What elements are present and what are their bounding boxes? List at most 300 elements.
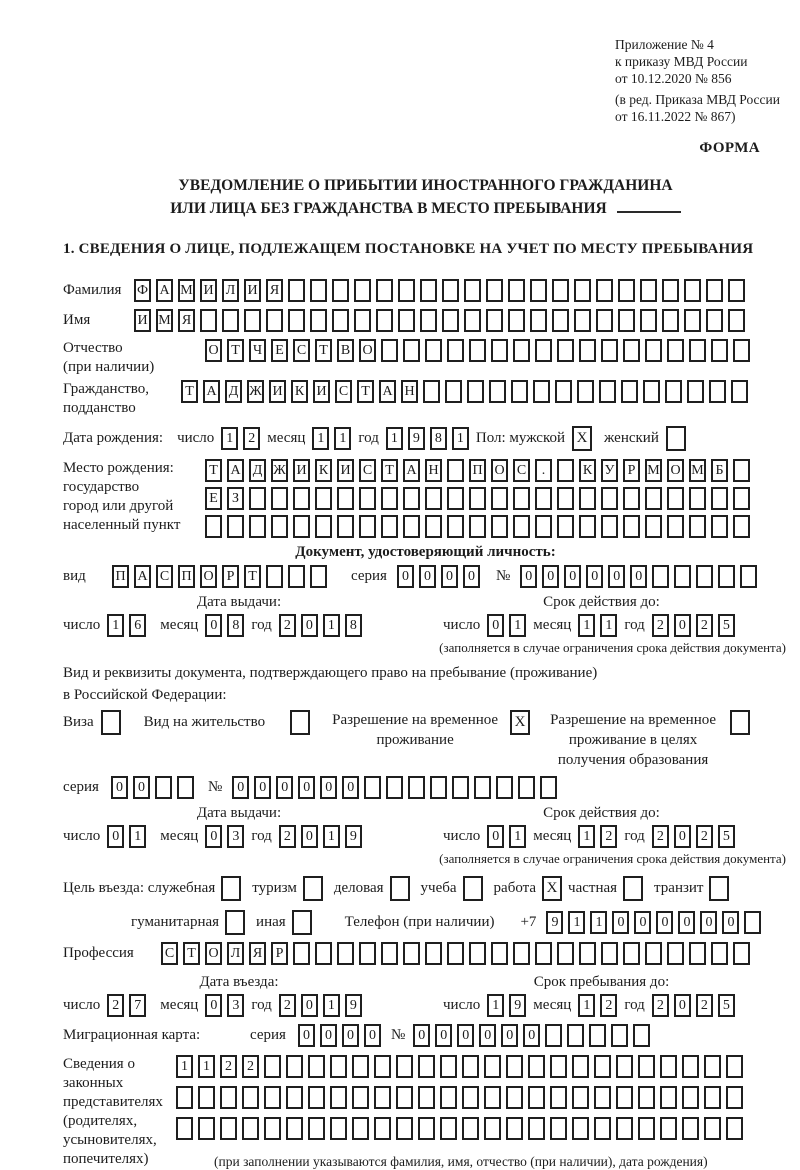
char-box[interactable]: Ф [134,279,151,302]
char-box[interactable] [408,776,425,799]
char-box[interactable]: А [156,279,173,302]
char-box[interactable]: О [205,942,222,965]
char-box[interactable]: Т [183,942,200,965]
char-box[interactable] [308,1117,325,1140]
char-box[interactable]: Р [222,565,239,588]
char-box[interactable]: 2 [107,994,124,1017]
char-box[interactable] [704,1117,721,1140]
char-box[interactable]: 1 [323,994,340,1017]
char-box[interactable] [550,1117,567,1140]
purpose-study-checkbox[interactable] [463,876,483,901]
char-box[interactable] [359,515,376,538]
char-box[interactable] [308,1055,325,1078]
char-box[interactable] [528,1117,545,1140]
char-box[interactable] [222,309,239,332]
char-box[interactable] [332,279,349,302]
purpose-service-checkbox[interactable] [221,876,241,901]
purpose-work-checkbox[interactable]: X [542,876,562,901]
char-box[interactable] [660,1117,677,1140]
char-box[interactable] [200,309,217,332]
char-box[interactable] [667,487,684,510]
char-box[interactable]: 9 [546,911,563,934]
char-box[interactable]: 2 [600,825,617,848]
char-box[interactable] [242,1086,259,1109]
char-box[interactable] [220,1117,237,1140]
char-box[interactable] [684,309,701,332]
char-box[interactable] [447,459,464,482]
char-box[interactable] [425,515,442,538]
char-box[interactable]: О [205,339,222,362]
char-box[interactable]: 2 [600,994,617,1017]
char-box[interactable] [726,1055,743,1078]
char-box[interactable] [381,487,398,510]
char-box[interactable]: 0 [254,776,271,799]
char-box[interactable] [447,487,464,510]
char-box[interactable] [308,1086,325,1109]
char-box[interactable]: Ч [249,339,266,362]
char-box[interactable] [557,487,574,510]
char-box[interactable]: Ж [247,380,264,403]
char-box[interactable]: 8 [430,427,447,450]
char-box[interactable] [447,339,464,362]
char-box[interactable] [337,487,354,510]
char-box[interactable]: А [203,380,220,403]
char-box[interactable] [337,515,354,538]
char-box[interactable]: 5 [718,825,735,848]
char-box[interactable] [555,380,572,403]
char-box[interactable]: 0 [630,565,647,588]
char-box[interactable]: 0 [542,565,559,588]
char-box[interactable] [550,1086,567,1109]
char-box[interactable] [530,279,547,302]
char-box[interactable]: 5 [718,614,735,637]
char-box[interactable] [682,1117,699,1140]
char-box[interactable] [396,1086,413,1109]
char-box[interactable]: 0 [342,1024,359,1047]
char-box[interactable]: 0 [487,825,504,848]
char-box[interactable]: 0 [457,1024,474,1047]
char-box[interactable] [271,487,288,510]
char-box[interactable] [489,380,506,403]
char-box[interactable] [682,1086,699,1109]
char-box[interactable] [557,459,574,482]
char-box[interactable]: 8 [227,614,244,637]
char-box[interactable]: А [379,380,396,403]
char-box[interactable]: 1 [129,825,146,848]
char-box[interactable]: Я [249,942,266,965]
char-box[interactable] [706,309,723,332]
char-box[interactable] [508,279,525,302]
char-box[interactable]: Д [225,380,242,403]
char-box[interactable] [511,380,528,403]
char-box[interactable] [545,1024,562,1047]
char-box[interactable]: 2 [279,994,296,1017]
char-box[interactable] [611,1024,628,1047]
char-box[interactable] [733,459,750,482]
char-box[interactable] [359,942,376,965]
char-box[interactable]: 1 [568,911,585,934]
char-box[interactable] [398,279,415,302]
char-box[interactable]: П [178,565,195,588]
char-box[interactable]: П [469,459,486,482]
char-box[interactable]: 0 [520,565,537,588]
char-box[interactable] [374,1055,391,1078]
char-box[interactable] [469,339,486,362]
char-box[interactable] [293,942,310,965]
char-box[interactable]: О [359,339,376,362]
char-box[interactable]: 2 [652,825,669,848]
char-box[interactable]: 2 [696,825,713,848]
char-box[interactable] [198,1117,215,1140]
char-box[interactable] [354,279,371,302]
char-box[interactable]: Р [271,942,288,965]
purpose-private-checkbox[interactable] [623,876,643,901]
char-box[interactable] [689,487,706,510]
char-box[interactable] [594,1055,611,1078]
char-box[interactable] [667,515,684,538]
char-box[interactable] [616,1117,633,1140]
char-box[interactable]: 0 [700,911,717,934]
char-box[interactable] [352,1117,369,1140]
char-box[interactable] [418,1055,435,1078]
char-box[interactable]: С [156,565,173,588]
char-box[interactable]: С [293,339,310,362]
char-box[interactable] [731,380,748,403]
char-box[interactable] [249,515,266,538]
char-box[interactable] [486,309,503,332]
char-box[interactable] [469,487,486,510]
char-box[interactable] [484,1117,501,1140]
char-box[interactable] [589,1024,606,1047]
char-box[interactable]: Т [181,380,198,403]
char-box[interactable] [552,309,569,332]
char-box[interactable]: 0 [298,776,315,799]
char-box[interactable] [633,1024,650,1047]
char-box[interactable]: 0 [413,1024,430,1047]
char-box[interactable]: Ж [271,459,288,482]
char-box[interactable] [445,380,462,403]
char-box[interactable] [464,309,481,332]
char-box[interactable] [540,776,557,799]
char-box[interactable] [310,309,327,332]
char-box[interactable] [264,1055,281,1078]
char-box[interactable] [665,380,682,403]
char-box[interactable]: 0 [232,776,249,799]
char-box[interactable]: 1 [578,614,595,637]
char-box[interactable]: Т [227,339,244,362]
char-box[interactable] [381,515,398,538]
char-box[interactable] [733,942,750,965]
char-box[interactable]: Д [249,459,266,482]
char-box[interactable]: 5 [718,994,735,1017]
char-box[interactable]: 0 [419,565,436,588]
char-box[interactable] [638,1117,655,1140]
char-box[interactable] [618,279,635,302]
char-box[interactable] [491,515,508,538]
char-box[interactable]: Т [244,565,261,588]
char-box[interactable]: Л [227,942,244,965]
char-box[interactable] [528,1055,545,1078]
char-box[interactable] [288,309,305,332]
char-box[interactable] [513,487,530,510]
char-box[interactable]: Р [623,459,640,482]
char-box[interactable]: К [291,380,308,403]
char-box[interactable] [398,309,415,332]
char-box[interactable] [440,1055,457,1078]
char-box[interactable]: Б [711,459,728,482]
char-box[interactable]: Т [357,380,374,403]
char-box[interactable] [442,279,459,302]
char-box[interactable] [155,776,172,799]
char-box[interactable] [684,279,701,302]
char-box[interactable]: 0 [435,1024,452,1047]
char-box[interactable]: П [112,565,129,588]
char-box[interactable] [359,487,376,510]
char-box[interactable] [462,1086,479,1109]
char-box[interactable] [572,1055,589,1078]
char-box[interactable] [244,309,261,332]
char-box[interactable]: Н [425,459,442,482]
char-box[interactable] [418,1086,435,1109]
char-box[interactable] [452,776,469,799]
char-box[interactable] [486,279,503,302]
char-box[interactable] [535,942,552,965]
char-box[interactable]: И [293,459,310,482]
char-box[interactable]: И [244,279,261,302]
char-box[interactable] [330,1117,347,1140]
char-box[interactable] [594,1117,611,1140]
char-box[interactable] [601,339,618,362]
char-box[interactable]: А [227,459,244,482]
char-box[interactable]: 0 [487,614,504,637]
char-box[interactable]: И [134,309,151,332]
char-box[interactable] [645,487,662,510]
char-box[interactable] [623,942,640,965]
char-box[interactable]: 0 [674,614,691,637]
char-box[interactable]: Т [205,459,222,482]
char-box[interactable]: 0 [441,565,458,588]
char-box[interactable]: М [156,309,173,332]
char-box[interactable]: М [689,459,706,482]
char-box[interactable]: 0 [133,776,150,799]
char-box[interactable] [711,487,728,510]
char-box[interactable]: 2 [279,825,296,848]
char-box[interactable] [567,1024,584,1047]
char-box[interactable]: 2 [220,1055,237,1078]
char-box[interactable]: В [337,339,354,362]
char-box[interactable] [667,942,684,965]
char-box[interactable] [616,1086,633,1109]
char-box[interactable]: 0 [205,614,222,637]
char-box[interactable]: 9 [408,427,425,450]
char-box[interactable] [577,380,594,403]
char-box[interactable] [513,339,530,362]
char-box[interactable]: О [491,459,508,482]
char-box[interactable]: 3 [227,825,244,848]
char-box[interactable] [704,1086,721,1109]
char-box[interactable]: 0 [678,911,695,934]
char-box[interactable]: А [134,565,151,588]
char-box[interactable] [594,1086,611,1109]
char-box[interactable]: 1 [590,911,607,934]
char-box[interactable]: 0 [107,825,124,848]
char-box[interactable] [728,279,745,302]
char-box[interactable] [599,380,616,403]
char-box[interactable] [506,1055,523,1078]
char-box[interactable] [535,515,552,538]
char-box[interactable] [579,339,596,362]
char-box[interactable] [286,1055,303,1078]
char-box[interactable] [518,776,535,799]
char-box[interactable] [381,339,398,362]
char-box[interactable]: М [178,279,195,302]
char-box[interactable] [557,339,574,362]
char-box[interactable] [572,1086,589,1109]
char-box[interactable] [530,309,547,332]
char-box[interactable] [733,339,750,362]
char-box[interactable] [464,279,481,302]
char-box[interactable] [726,1117,743,1140]
char-box[interactable] [596,309,613,332]
char-box[interactable] [376,309,393,332]
char-box[interactable]: Я [266,279,283,302]
char-box[interactable] [689,515,706,538]
char-box[interactable] [674,565,691,588]
char-box[interactable]: 0 [586,565,603,588]
char-box[interactable] [315,942,332,965]
char-box[interactable] [430,776,447,799]
char-box[interactable]: 0 [523,1024,540,1047]
char-box[interactable]: 1 [578,994,595,1017]
char-box[interactable]: 1 [509,614,526,637]
char-box[interactable]: 0 [501,1024,518,1047]
char-box[interactable]: И [200,279,217,302]
residence-permit-checkbox[interactable] [290,710,310,735]
char-box[interactable]: 0 [612,911,629,934]
char-box[interactable]: 2 [652,994,669,1017]
char-box[interactable] [293,487,310,510]
char-box[interactable]: 0 [301,994,318,1017]
char-box[interactable] [645,515,662,538]
temp-permit-edu-checkbox[interactable] [730,710,750,735]
char-box[interactable] [704,1055,721,1078]
char-box[interactable]: М [645,459,662,482]
char-box[interactable] [484,1086,501,1109]
char-box[interactable] [352,1055,369,1078]
char-box[interactable] [420,279,437,302]
char-box[interactable]: 1 [323,614,340,637]
char-box[interactable] [579,515,596,538]
char-box[interactable]: Е [205,487,222,510]
char-box[interactable] [740,565,757,588]
char-box[interactable]: 0 [205,825,222,848]
char-box[interactable] [176,1086,193,1109]
char-box[interactable] [440,1086,457,1109]
char-box[interactable] [728,309,745,332]
char-box[interactable]: О [200,565,217,588]
char-box[interactable] [552,279,569,302]
char-box[interactable] [709,380,726,403]
char-box[interactable] [474,776,491,799]
char-box[interactable]: 0 [276,776,293,799]
char-box[interactable] [726,1086,743,1109]
char-box[interactable] [469,515,486,538]
char-box[interactable]: 1 [176,1055,193,1078]
char-box[interactable]: 0 [463,565,480,588]
char-box[interactable]: 7 [129,994,146,1017]
char-box[interactable]: 0 [479,1024,496,1047]
char-box[interactable] [645,339,662,362]
char-box[interactable] [640,309,657,332]
char-box[interactable] [596,279,613,302]
char-box[interactable]: 9 [345,994,362,1017]
char-box[interactable] [374,1086,391,1109]
char-box[interactable] [264,1086,281,1109]
char-box[interactable] [425,487,442,510]
char-box[interactable]: Т [315,339,332,362]
char-box[interactable] [271,515,288,538]
char-box[interactable] [286,1117,303,1140]
char-box[interactable] [667,339,684,362]
char-box[interactable] [574,309,591,332]
char-box[interactable] [557,515,574,538]
char-box[interactable] [638,1086,655,1109]
char-box[interactable] [354,309,371,332]
char-box[interactable] [403,339,420,362]
char-box[interactable]: Т [381,459,398,482]
char-box[interactable]: 2 [279,614,296,637]
char-box[interactable]: 0 [656,911,673,934]
char-box[interactable] [643,380,660,403]
char-box[interactable] [601,942,618,965]
char-box[interactable] [506,1086,523,1109]
char-box[interactable]: 2 [243,427,260,450]
char-box[interactable]: 1 [312,427,329,450]
sex-female-checkbox[interactable] [666,426,686,451]
char-box[interactable] [376,279,393,302]
char-box[interactable] [440,1117,457,1140]
char-box[interactable] [535,339,552,362]
char-box[interactable] [315,515,332,538]
char-box[interactable] [396,1117,413,1140]
char-box[interactable]: 6 [129,614,146,637]
char-box[interactable] [220,1086,237,1109]
char-box[interactable] [491,942,508,965]
char-box[interactable] [638,1055,655,1078]
char-box[interactable]: 1 [578,825,595,848]
char-box[interactable]: 2 [696,994,713,1017]
char-box[interactable]: 0 [320,776,337,799]
char-box[interactable] [496,776,513,799]
char-box[interactable] [662,309,679,332]
char-box[interactable]: С [335,380,352,403]
char-box[interactable] [337,942,354,965]
char-box[interactable]: 3 [227,994,244,1017]
char-box[interactable]: 9 [345,825,362,848]
char-box[interactable] [420,309,437,332]
char-box[interactable] [447,942,464,965]
char-box[interactable] [579,487,596,510]
char-box[interactable] [506,1117,523,1140]
char-box[interactable] [227,515,244,538]
char-box[interactable] [205,515,222,538]
char-box[interactable] [557,942,574,965]
char-box[interactable] [425,942,442,965]
char-box[interactable] [176,1117,193,1140]
char-box[interactable]: 2 [696,614,713,637]
char-box[interactable] [623,515,640,538]
char-box[interactable] [645,942,662,965]
